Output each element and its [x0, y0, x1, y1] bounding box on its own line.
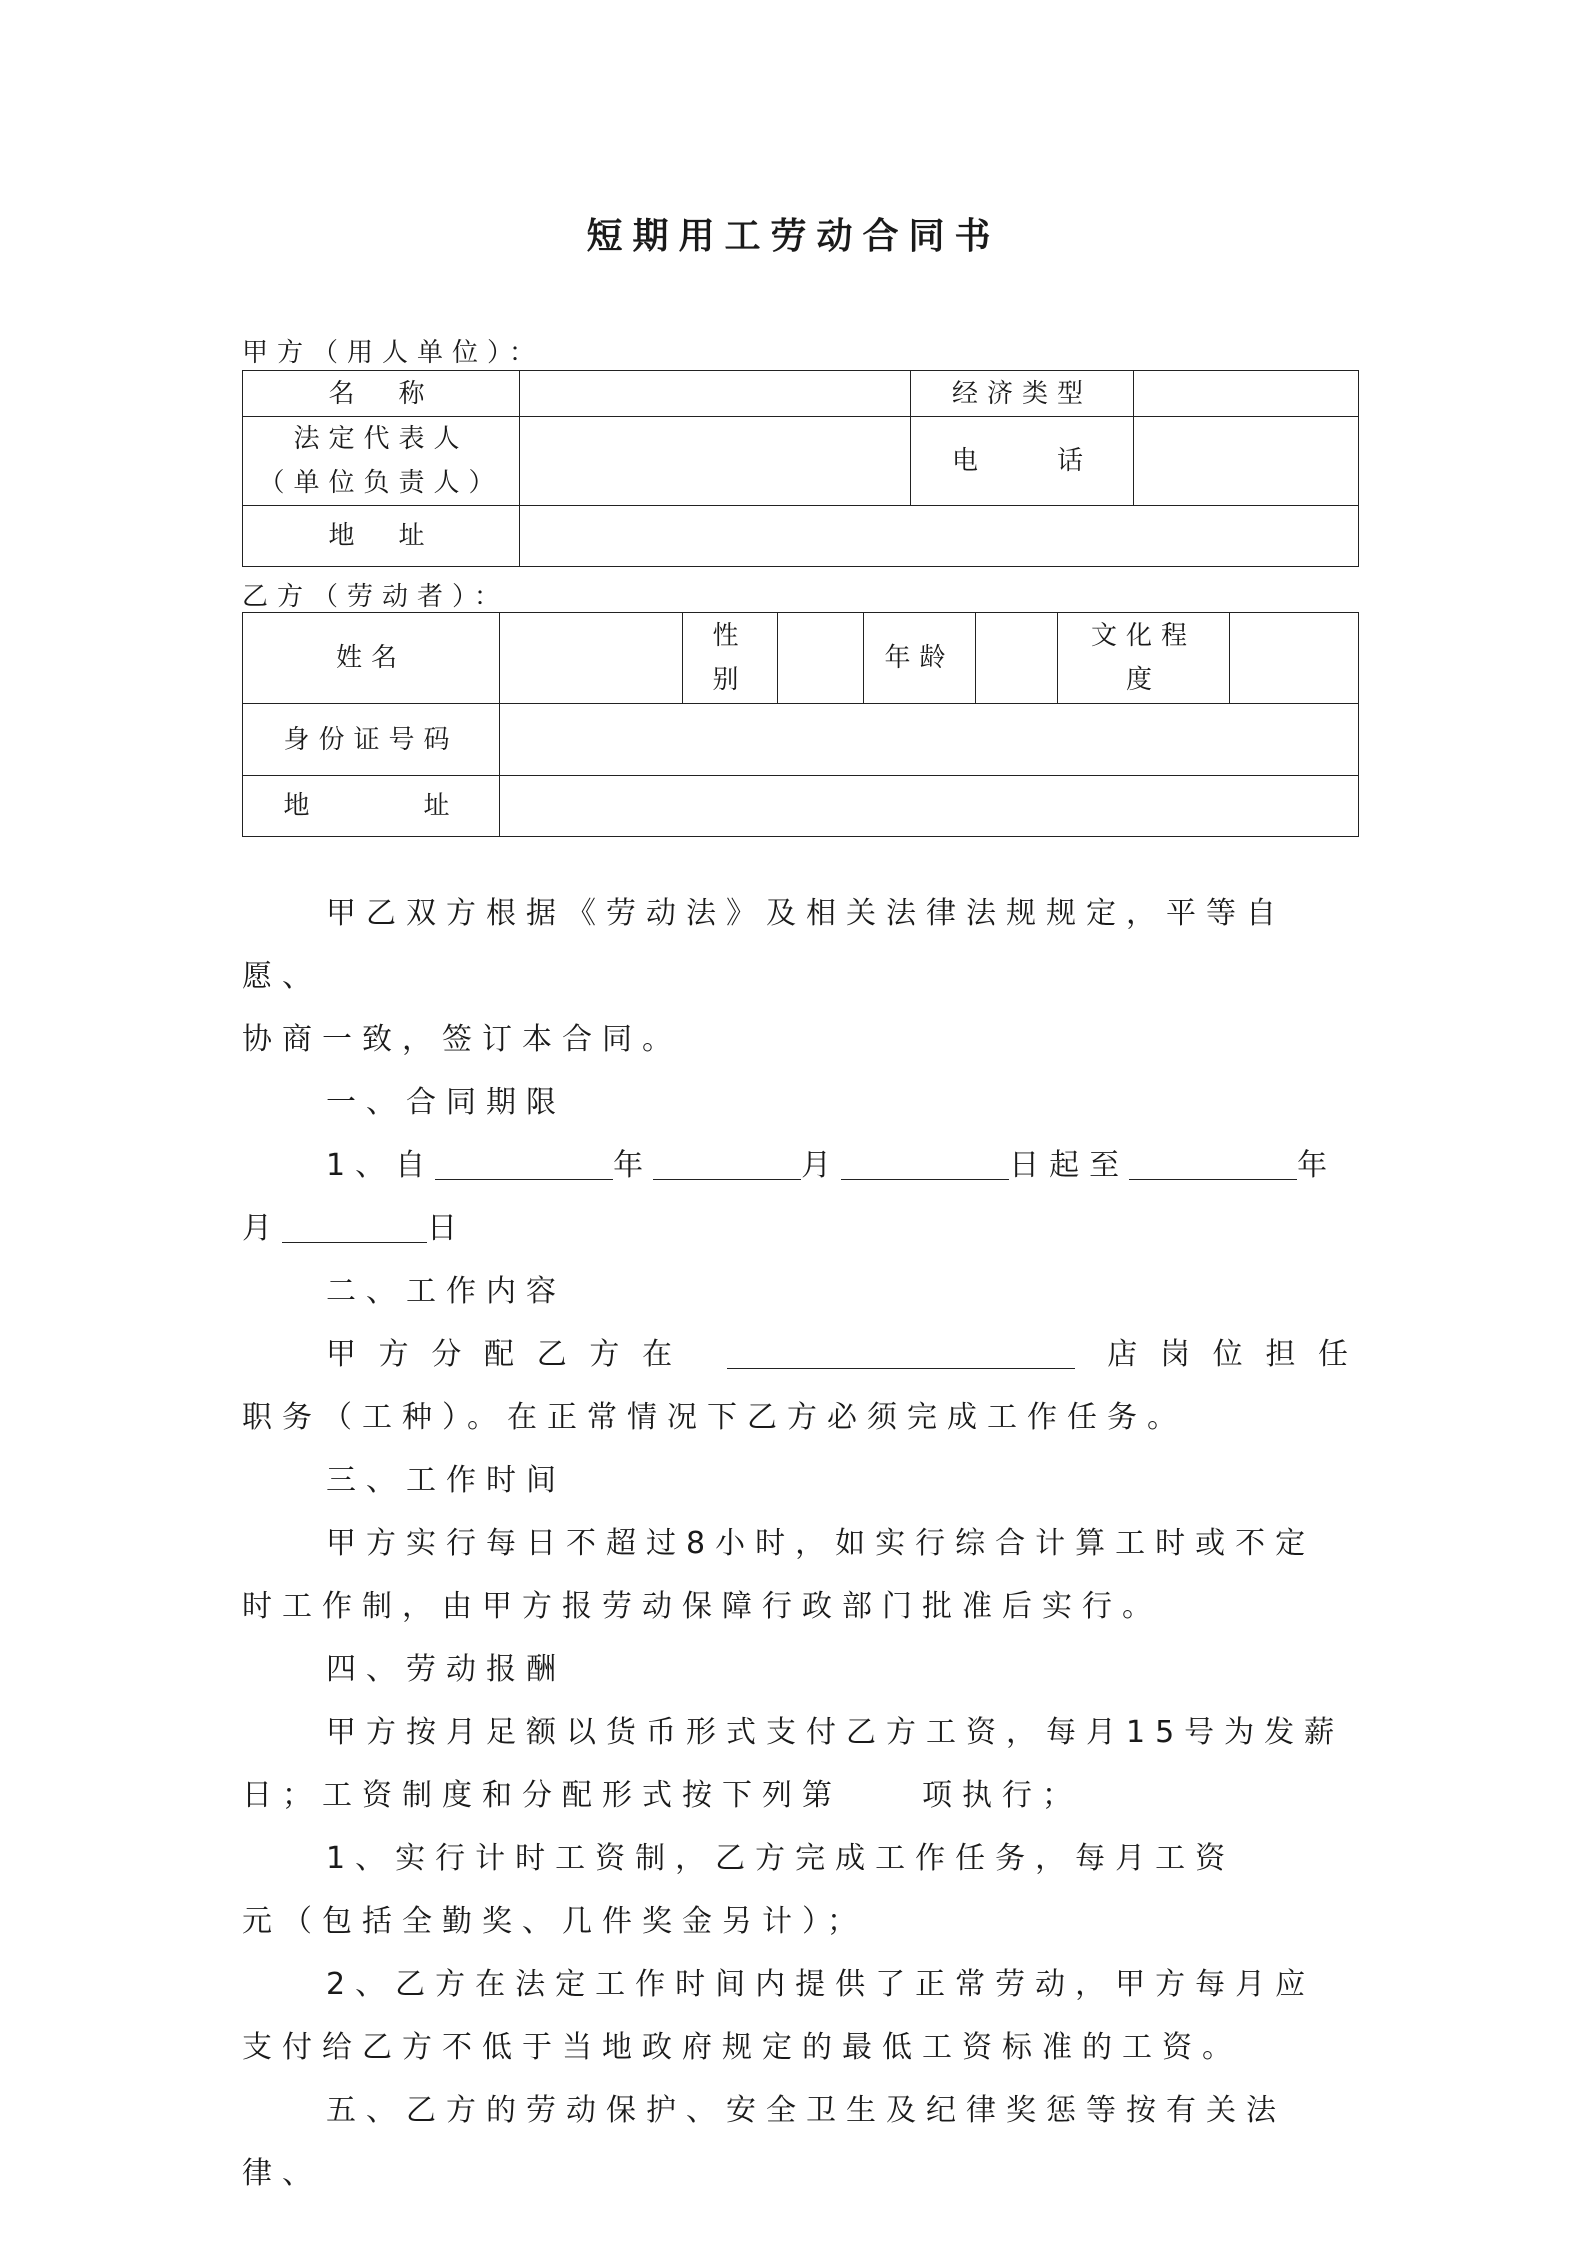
pay-item2-line1: 2、乙方在法定工作时间内提供了正常劳动，甲方每月应	[326, 1967, 1316, 2002]
work-content-line1: 甲方分配乙方在 店岗位担任	[326, 1337, 1359, 1372]
legal-rep-field[interactable]	[520, 417, 911, 506]
end-year-blank[interactable]	[1129, 1147, 1297, 1180]
work-time-line2: 时工作制，由甲方报劳动保障行政部门批准后实行。	[242, 1589, 1162, 1624]
party-a-table	[242, 370, 1359, 567]
gender-line2: 别	[712, 665, 748, 695]
name-field[interactable]	[520, 371, 911, 417]
start-year-blank[interactable]	[435, 1147, 613, 1180]
worker-address-label: 地 址	[243, 776, 500, 837]
phone-field[interactable]	[1134, 417, 1359, 506]
intro-line1: 甲乙双方根据《劳动法》及相关法律法规规定，平等自愿、	[242, 896, 1286, 994]
party-a-address-field[interactable]	[520, 506, 1359, 567]
age-label: 年龄	[864, 613, 976, 704]
education-line1: 文化程	[1090, 621, 1196, 651]
section-2-heading: 二、工作内容	[326, 1274, 566, 1309]
work-content-line2: 职务（工种）。在正常情况下乙方必须完成工作任务。	[242, 1400, 1187, 1435]
store-blank[interactable]	[727, 1336, 1075, 1369]
worker-name-label: 姓名	[243, 613, 500, 704]
pay-item2-line2: 支付给乙方不低于当地政府规定的最低工资标准的工资。	[242, 2030, 1242, 2065]
start-month-blank[interactable]	[653, 1147, 801, 1180]
section-5-line1: 五、乙方的劳动保护、安全卫生及纪律奖惩等按有关法律、	[242, 2093, 1286, 2191]
legal-rep-line2: （单位负责人）	[258, 468, 504, 498]
education-label	[1058, 613, 1230, 704]
pay-item1-line2: 元（包括全勤奖、几件奖金另计）；	[242, 1904, 867, 1939]
gender-label	[683, 613, 778, 704]
economic-type-field[interactable]	[1134, 371, 1359, 417]
worker-name-field[interactable]	[500, 613, 683, 704]
start-day-blank[interactable]	[841, 1147, 1009, 1180]
phone-label: 电 话	[911, 417, 1134, 506]
party-a-label: 甲方（用人单位）：	[242, 338, 545, 368]
education-line2: 度	[1125, 665, 1161, 695]
term-to-line: 月 日	[242, 1211, 467, 1246]
section-1-heading: 一、合同期限	[326, 1085, 566, 1120]
legal-rep-label	[243, 417, 520, 506]
party-b-table	[242, 612, 1359, 837]
party-b-label: 乙方（劳动者）：	[242, 582, 510, 612]
work-time-line1: 甲方实行每日不超过8小时，如实行综合计算工时或不定	[326, 1526, 1316, 1561]
intro-line2: 协商一致，签订本合同。	[242, 1022, 682, 1057]
name-label: 名 称	[243, 371, 520, 417]
gender-field[interactable]	[778, 613, 864, 704]
section-4-heading: 四、劳动报酬	[326, 1652, 566, 1687]
education-field[interactable]	[1230, 613, 1359, 704]
party-a-address-label: 地 址	[243, 506, 520, 567]
id-number-label: 身份证号码	[243, 704, 500, 776]
document-title: 短期用工劳动合同书	[586, 215, 1001, 257]
age-field[interactable]	[976, 613, 1058, 704]
worker-address-field[interactable]	[500, 776, 1359, 837]
end-month-blank[interactable]	[282, 1210, 427, 1243]
id-number-field[interactable]	[500, 704, 1359, 776]
pay-item1-line1: 1、实行计时工资制，乙方完成工作任务，每月工资	[326, 1841, 1236, 1876]
contract-body	[242, 882, 1358, 2205]
legal-rep-line1: 法定代表人	[293, 424, 469, 454]
pay-line2: 日；工资制度和分配形式按下列第 项执行；	[242, 1778, 1082, 1813]
economic-type-label: 经济类型	[911, 371, 1134, 417]
pay-line1: 甲方按月足额以货币形式支付乙方工资，每月15号为发薪	[326, 1715, 1345, 1750]
gender-line1: 性	[712, 621, 748, 651]
section-3-heading: 三、工作时间	[326, 1463, 566, 1498]
term-from-line: 1、自 年 月 日起至 年	[326, 1148, 1338, 1183]
